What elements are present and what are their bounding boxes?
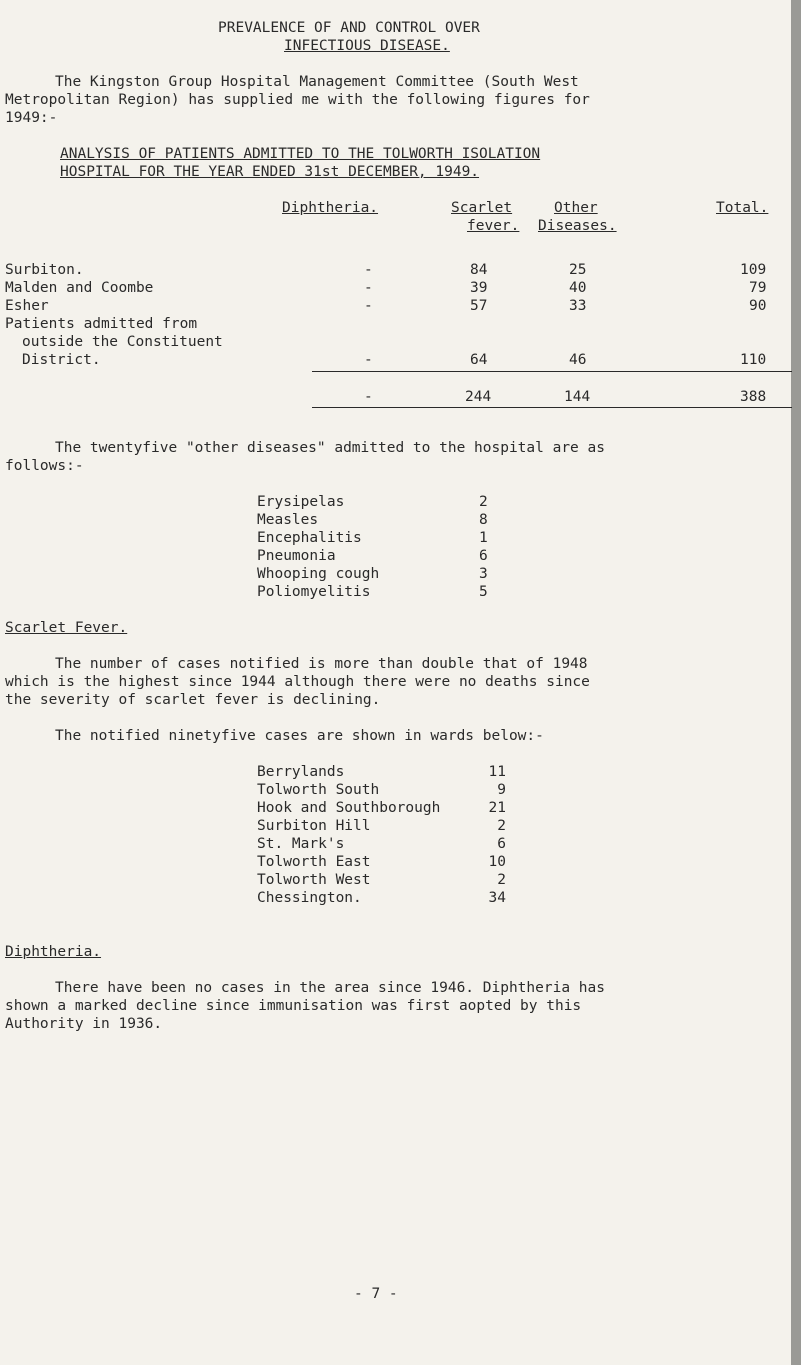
diphtheria-heading: Diphtheria. <box>5 944 102 960</box>
scarlet-para-2: which is the highest since 1944 although there were no deaths since <box>5 674 590 690</box>
disease-name: Encephalitis <box>257 530 362 546</box>
col-header-diphtheria: Diphtheria. <box>282 200 379 216</box>
row-label-line-2: outside the Constituent <box>22 334 223 350</box>
diphtheria-para-2: shown a marked decline since immunisation was first aopted by this <box>5 998 582 1014</box>
ward-count: 11 <box>488 764 506 780</box>
col-header-other-1: Other <box>554 200 598 216</box>
ward-count: 21 <box>488 800 506 816</box>
col-header-scarlet-1: Scarlet <box>451 200 513 216</box>
cell-total: 110 <box>740 352 767 368</box>
ward-count: 2 <box>497 818 506 834</box>
row-label-line-1: Patients admitted from <box>5 316 198 332</box>
scarlet-para-1: The number of cases notified is more than double that of 1948 <box>55 656 588 672</box>
diphtheria-para-3: Authority in 1936. <box>5 1016 163 1032</box>
disease-count: 5 <box>479 584 488 600</box>
row-label-line-3: District. <box>22 352 101 368</box>
row-label: Esher <box>5 298 49 314</box>
disease-name: Poliomyelitis <box>257 584 371 600</box>
cell-diphtheria: - <box>364 298 373 314</box>
intro-line-3: 1949:- <box>5 110 58 126</box>
disease-count: 3 <box>479 566 488 582</box>
disease-count: 1 <box>479 530 488 546</box>
total-diphtheria: - <box>364 389 373 405</box>
total-rule <box>312 407 792 408</box>
wards-intro: The notified ninetyfive cases are shown in wards below:- <box>55 728 544 744</box>
ward-name: Hook and Southborough <box>257 800 441 816</box>
row-label: Malden and Coombe <box>5 280 154 296</box>
ward-name: St. Mark's <box>257 836 345 852</box>
scarlet-fever-heading: Scarlet Fever. <box>5 620 128 636</box>
ward-name: Tolworth South <box>257 782 380 798</box>
disease-name: Whooping cough <box>257 566 380 582</box>
cell-scarlet: 39 <box>470 280 488 296</box>
disease-name: Measles <box>257 512 319 528</box>
ward-count: 9 <box>497 782 506 798</box>
ward-count: 6 <box>497 836 506 852</box>
ward-count: 34 <box>488 890 506 906</box>
diphtheria-para-1: There have been no cases in the area since 1946. Diphtheria has <box>55 980 605 996</box>
subtotal-rule <box>312 371 792 372</box>
disease-name: Erysipelas <box>257 494 345 510</box>
cell-diphtheria: - <box>364 262 373 278</box>
cell-other: 25 <box>569 262 587 278</box>
disease-count: 2 <box>479 494 488 510</box>
other-diseases-intro-1: The twentyfive "other diseases" admitted to the hospital are as <box>55 440 605 456</box>
cell-total: 90 <box>749 298 767 314</box>
ward-name: Berrylands <box>257 764 345 780</box>
ward-name: Tolworth West <box>257 872 371 888</box>
cell-total: 109 <box>740 262 767 278</box>
total-total: 388 <box>740 389 767 405</box>
analysis-heading-1: ANALYSIS OF PATIENTS ADMITTED TO THE TOLWORTH ISOLATION <box>60 146 541 162</box>
col-header-scarlet-2: fever. <box>467 218 520 234</box>
ward-count: 10 <box>488 854 506 870</box>
col-header-total: Total. <box>716 200 769 216</box>
cell-scarlet: 57 <box>470 298 488 314</box>
disease-count: 6 <box>479 548 488 564</box>
disease-count: 8 <box>479 512 488 528</box>
scarlet-para-3: the severity of scarlet fever is declining. <box>5 692 381 708</box>
page-edge-shadow <box>791 0 801 1365</box>
ward-name: Surbiton Hill <box>257 818 371 834</box>
total-scarlet: 244 <box>465 389 492 405</box>
total-other: 144 <box>564 389 591 405</box>
cell-scarlet: 64 <box>470 352 488 368</box>
cell-diphtheria: - <box>364 280 373 296</box>
ward-name: Tolworth East <box>257 854 371 870</box>
other-diseases-intro-2: follows:- <box>5 458 84 474</box>
cell-other: 33 <box>569 298 587 314</box>
page-number: - 7 - <box>354 1286 398 1302</box>
title-line-2: INFECTIOUS DISEASE. <box>284 38 450 54</box>
disease-name: Pneumonia <box>257 548 336 564</box>
analysis-heading-2: HOSPITAL FOR THE YEAR ENDED 31st DECEMBER, 1949. <box>60 164 480 180</box>
title-line-1: PREVALENCE OF AND CONTROL OVER <box>218 20 480 36</box>
intro-line-2: Metropolitan Region) has supplied me with the following figures for <box>5 92 590 108</box>
ward-name: Chessington. <box>257 890 362 906</box>
cell-other: 46 <box>569 352 587 368</box>
col-header-other-2: Diseases. <box>538 218 617 234</box>
ward-count: 2 <box>497 872 506 888</box>
cell-other: 40 <box>569 280 587 296</box>
intro-line-1: The Kingston Group Hospital Management Committee (South West <box>55 74 579 90</box>
cell-diphtheria: - <box>364 352 373 368</box>
row-label: Surbiton. <box>5 262 84 278</box>
cell-scarlet: 84 <box>470 262 488 278</box>
cell-total: 79 <box>749 280 767 296</box>
